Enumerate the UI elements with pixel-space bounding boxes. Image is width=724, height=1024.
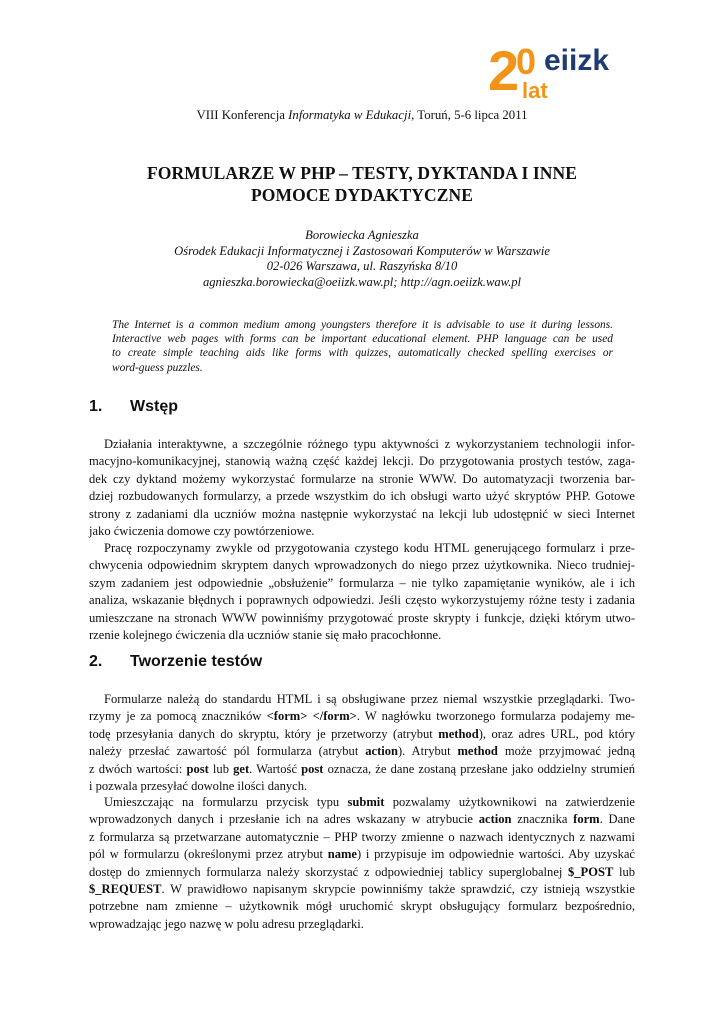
paragraph-line xyxy=(89,864,635,881)
section-heading-2 xyxy=(89,653,262,671)
text-line: znacznika xyxy=(511,812,574,827)
text-line: action xyxy=(478,812,512,827)
text-line: . Dane xyxy=(599,812,635,827)
text-line: post xyxy=(186,761,209,776)
paragraph-line xyxy=(89,743,635,760)
text-line: dek czy dyktand możemy wykorzystać formularze na stronie WWW. Do automatyzacji tworzenia bar- xyxy=(89,471,635,486)
text-line: analiza, wskazanie błędnych i poprawnych odpowiedzi. Jeśli często wykorzystujemy różne testy i zadania xyxy=(89,593,635,608)
text-line: z dwóch wartości: xyxy=(89,761,187,776)
paragraph-line xyxy=(89,761,635,778)
abstract-line: to create simple teaching aids like forms with quizzes, automatically checked spelling exercises or xyxy=(112,347,613,360)
text-line: szym zadaniem jest odpowiednie „obsłużenie” formularza – nie tylko zapamiętanie wyników, ale i ich xyxy=(89,575,635,590)
abstract xyxy=(112,318,613,375)
title-line-1: FORMULARZE W PHP – TESTY, DYKTANDA I INNE xyxy=(146,163,577,183)
text-line: get xyxy=(233,761,250,776)
paper-title xyxy=(90,162,634,206)
paragraph-line xyxy=(89,794,635,811)
text-line: Informatyka w Edukacji xyxy=(288,108,412,122)
text-line: name xyxy=(327,847,358,862)
abstract-line: word-guess puzzles. xyxy=(112,361,203,374)
text-line: . W prawidłowo napisanym skrypcie powinniśmy także sprawdzić, czy istnieją wszystkie xyxy=(161,882,635,897)
paragraph-line xyxy=(89,811,635,828)
text-line: z formularza są przetwarzane automatycznie – PHP tworzy zmienne o nazwach identycznych z nazwami xyxy=(89,829,635,844)
text-line: method xyxy=(457,744,498,759)
tests-paragraph-1 xyxy=(89,691,635,795)
author-contact[interactable]: agnieszka.borowiecka@oeiizk.waw.pl; http://agn.oeiizk.waw.pl xyxy=(202,274,522,289)
text-line: $_POST xyxy=(568,864,614,879)
text-line: ). Atrybut xyxy=(398,744,458,759)
paragraph-line xyxy=(89,881,635,898)
logo-years: lat xyxy=(522,78,548,102)
text-line: potrzebne nam zmienne – użytkownik mógł uruchomić skrypt obsługujący formularz bezpośrednio, xyxy=(89,899,635,914)
author-affiliation: Ośrodek Edukacji Informatycznej i Zastosowań Komputerów w Warszawie xyxy=(174,243,550,258)
logo-digit-2: 2 xyxy=(488,40,520,102)
intro-paragraph-1 xyxy=(89,436,635,540)
text-line: pól w formularzu (określonymi przez atrybut xyxy=(89,847,328,862)
text-line: post xyxy=(301,761,324,776)
author-block xyxy=(90,228,634,290)
abstract-line: The Internet is a common medium among youngsters therefore it is advisable to use it during lessons. xyxy=(112,319,613,331)
text-line: . Wartość xyxy=(249,761,302,776)
text-line: , Toruń, 5-6 lipca 2011 xyxy=(411,108,528,122)
text-line: lub xyxy=(613,864,635,879)
section-title: Tworzenie testów xyxy=(130,653,263,670)
text-line: i pozwala przesyłać dowolne ilości danych. xyxy=(89,779,308,794)
text-line: Formularze należą do standardu HTML i są obsługiwane przez niemal wszystkie przeglądarki. Two- xyxy=(104,692,635,706)
logo-brand: eiizk xyxy=(544,44,610,77)
oeiizk-logo xyxy=(488,40,648,102)
text-line: method xyxy=(438,726,479,741)
section-number: 1. xyxy=(89,398,103,415)
text-line: Pracę rozpoczynamy zwykle od przygotowania czystego kodu HTML generującego formularz i prze- xyxy=(104,541,635,555)
paragraph-line xyxy=(89,708,635,725)
tests-paragraph-2 xyxy=(89,794,635,933)
author-name: Borowiecka Agnieszka xyxy=(305,228,419,242)
title-line-2: POMOCE DYDAKTYCZNE xyxy=(250,185,473,205)
text-line: wprowadzając jego nazwę w polu adresu przeglądarki. xyxy=(89,916,364,931)
text-line: jako ćwiczenia domowe czy powtórzeniowe. xyxy=(89,524,315,539)
text-line: . W nagłówku tworzonego formularza podajemy me- xyxy=(356,709,635,724)
text-line: submit xyxy=(347,795,385,809)
section-number: 2. xyxy=(89,653,103,670)
text-line: action xyxy=(365,744,398,759)
text-line: lub xyxy=(208,761,234,776)
text-line: oznacza, że dane zostaną przesłane jako oddzielny strumień xyxy=(323,761,636,776)
author-address: 02-026 Warszawa, ul. Raszyńska 8/10 xyxy=(266,259,458,274)
paragraph-line xyxy=(89,726,635,743)
text-line: Działania interaktywne, a szczególnie różnego typu aktywności z wykorzystaniem technologii infor- xyxy=(104,437,635,451)
text-line: umieszczane na stronach WWW powinniśmy przygotować proste skrypty i funkcje, dzięki którym utwo- xyxy=(89,610,635,625)
conference-line xyxy=(0,108,724,123)
text-line: strony z zadaniami dla uczniów można następnie wykorzystać na lekcji lub udostępnić w sieci Internet xyxy=(89,506,635,521)
text-line: wprowadzonych danych i przesłanie ich na adres wskazany w atrybucie xyxy=(89,812,479,827)
text-line: form xyxy=(573,812,600,827)
text-line: chwycenia odpowiednim skryptem danych wprowadzonych do niego przez użytkownika. Nieco trudniej- xyxy=(89,558,635,573)
text-line: dostęp do zmiennych formularza należy skorzystać z odpowiedniej tablicy superglobalnej xyxy=(89,864,568,879)
text-line: należy przesłać zawartość pól formularza (atrybut xyxy=(89,744,366,759)
paragraph-line xyxy=(89,846,635,863)
text-line: może przyjmować jedną xyxy=(497,744,635,759)
text-line: ) i przypisuje im odpowiednie wartości. Aby uzyskać xyxy=(357,847,635,862)
text-line: rzenie kolejnego ćwiczenia dla uczniów stanie się mało pracochłonne. xyxy=(89,628,442,643)
text-line: macyjno-komunikacyjnej, stanowią ważną część każdej lekcji. Do przygotowania prostych testów, zaga- xyxy=(89,454,635,469)
intro-paragraph-2 xyxy=(89,540,635,644)
text-line: ), oraz adres URL, pod który xyxy=(478,726,635,741)
section-title: Wstęp xyxy=(130,398,178,415)
text-line: pozwalamy użytkownikowi na zatwierdzenie xyxy=(384,795,635,809)
text-line: todę przesyłania danych do skryptu, który je przetworzy (atrybut xyxy=(89,726,439,741)
logo-digit-0: 0 xyxy=(516,41,537,82)
section-heading-1 xyxy=(89,398,178,416)
text-line: <form> </form> xyxy=(266,709,357,724)
abstract-line: Interactive web pages with forms can be important educational element. PHP language can be used xyxy=(112,333,613,346)
text-line: rzymy je za pomocą znaczników xyxy=(89,709,267,724)
text-line: VIII Konferencja xyxy=(196,108,289,122)
text-line: Umieszczając na formularzu przycisk typu xyxy=(104,795,348,809)
text-line: dziej rozbudowanych formularzy, a przede wszystkim do ich obsługi warto użyć skryptów PHP. Gotowe xyxy=(89,489,635,504)
text-line: $_REQUEST xyxy=(89,882,162,897)
